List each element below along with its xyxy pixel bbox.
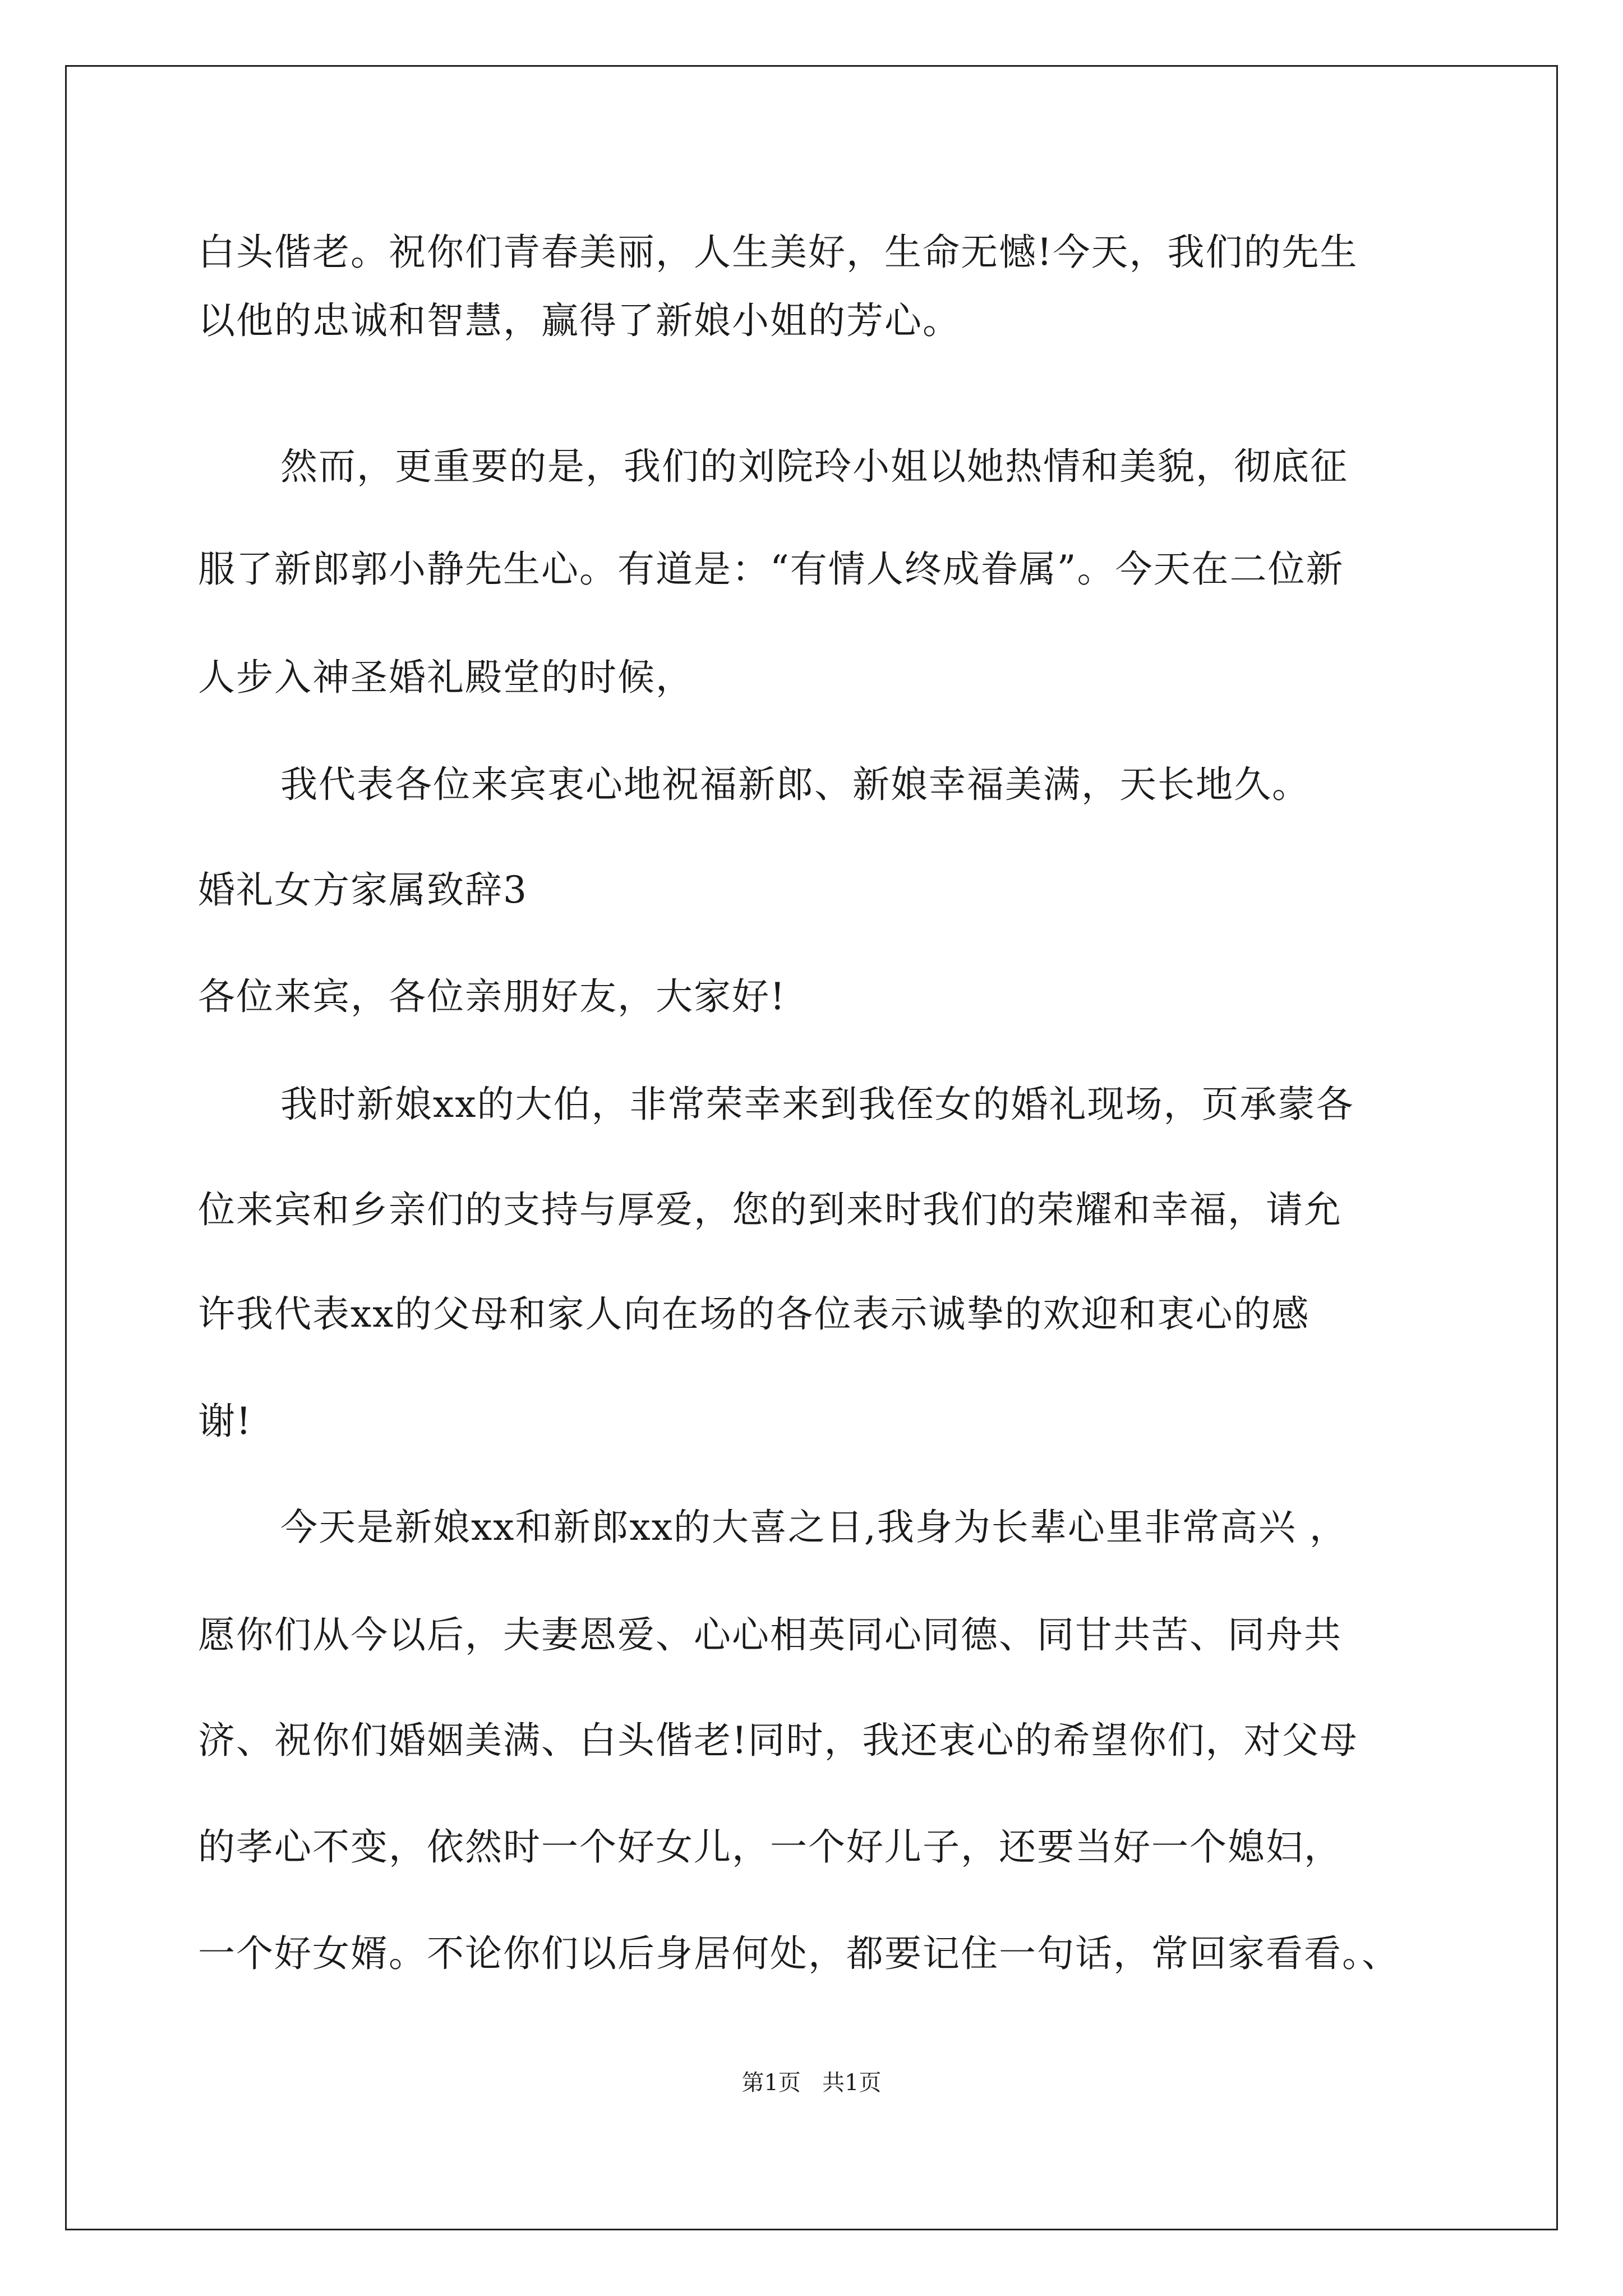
body-line: 服了新郎郭小静先生心。有道是：“有情人终成眷属”。今天在二位新 bbox=[198, 547, 1344, 591]
section-heading: 婚礼女方家属致辞3 bbox=[198, 868, 528, 912]
body-line: 人步入神圣婚礼殿堂的时候， bbox=[198, 656, 694, 699]
body-line: 白头偕老。祝你们青春美丽，人生美好，生命无憾!今天，我们的先生 bbox=[198, 231, 1358, 274]
body-line: 济、祝你们婚姻美满、白头偕老!同时，我还衷心的希望你们，对父母 bbox=[198, 1719, 1358, 1762]
body-line: 谢! bbox=[198, 1400, 252, 1443]
greeting-line: 各位来宾，各位亲朋好友，大家好! bbox=[198, 975, 786, 1018]
page-border bbox=[65, 65, 1558, 2230]
body-line: 今天是新娘xx和新郎xx的大喜之日,我身为长辈心里非常高兴 ， bbox=[280, 1506, 1348, 1549]
body-line: 我代表各位来宾衷心地祝福新郎、新娘幸福美满，天长地久。 bbox=[280, 763, 1310, 806]
body-line: 的孝心不变，依然时一个好女儿，一个好儿子，还要当好一个媳妇， bbox=[198, 1825, 1342, 1869]
body-line: 然而，更重要的是，我们的刘院玲小姐以她热情和美貌，彻底征 bbox=[280, 445, 1348, 488]
body-line: 一个好女婿。不论你们以后身居何处，都要记住一句话，常回家看看。、 bbox=[198, 1932, 1400, 1975]
body-line: 我时新娘xx的大伯，非常荣幸来到我侄女的婚礼现场，页承蒙各 bbox=[280, 1083, 1354, 1126]
body-line: 许我代表xx的父母和家人向在场的各位表示诚挚的欢迎和衷心的感 bbox=[198, 1292, 1310, 1336]
body-line: 位来宾和乡亲们的支持与厚爱，您的到来时我们的荣耀和幸福，请允 bbox=[198, 1188, 1342, 1231]
body-line: 愿你们从今以后，夫妻恩爱、心心相英同心同德、同甘共苦、同舟共 bbox=[198, 1613, 1342, 1657]
body-line: 以他的忠诚和智慧，赢得了新娘小姐的芳心。 bbox=[198, 299, 961, 342]
page-number-footer: 第1页 共1页 bbox=[741, 2070, 882, 2096]
